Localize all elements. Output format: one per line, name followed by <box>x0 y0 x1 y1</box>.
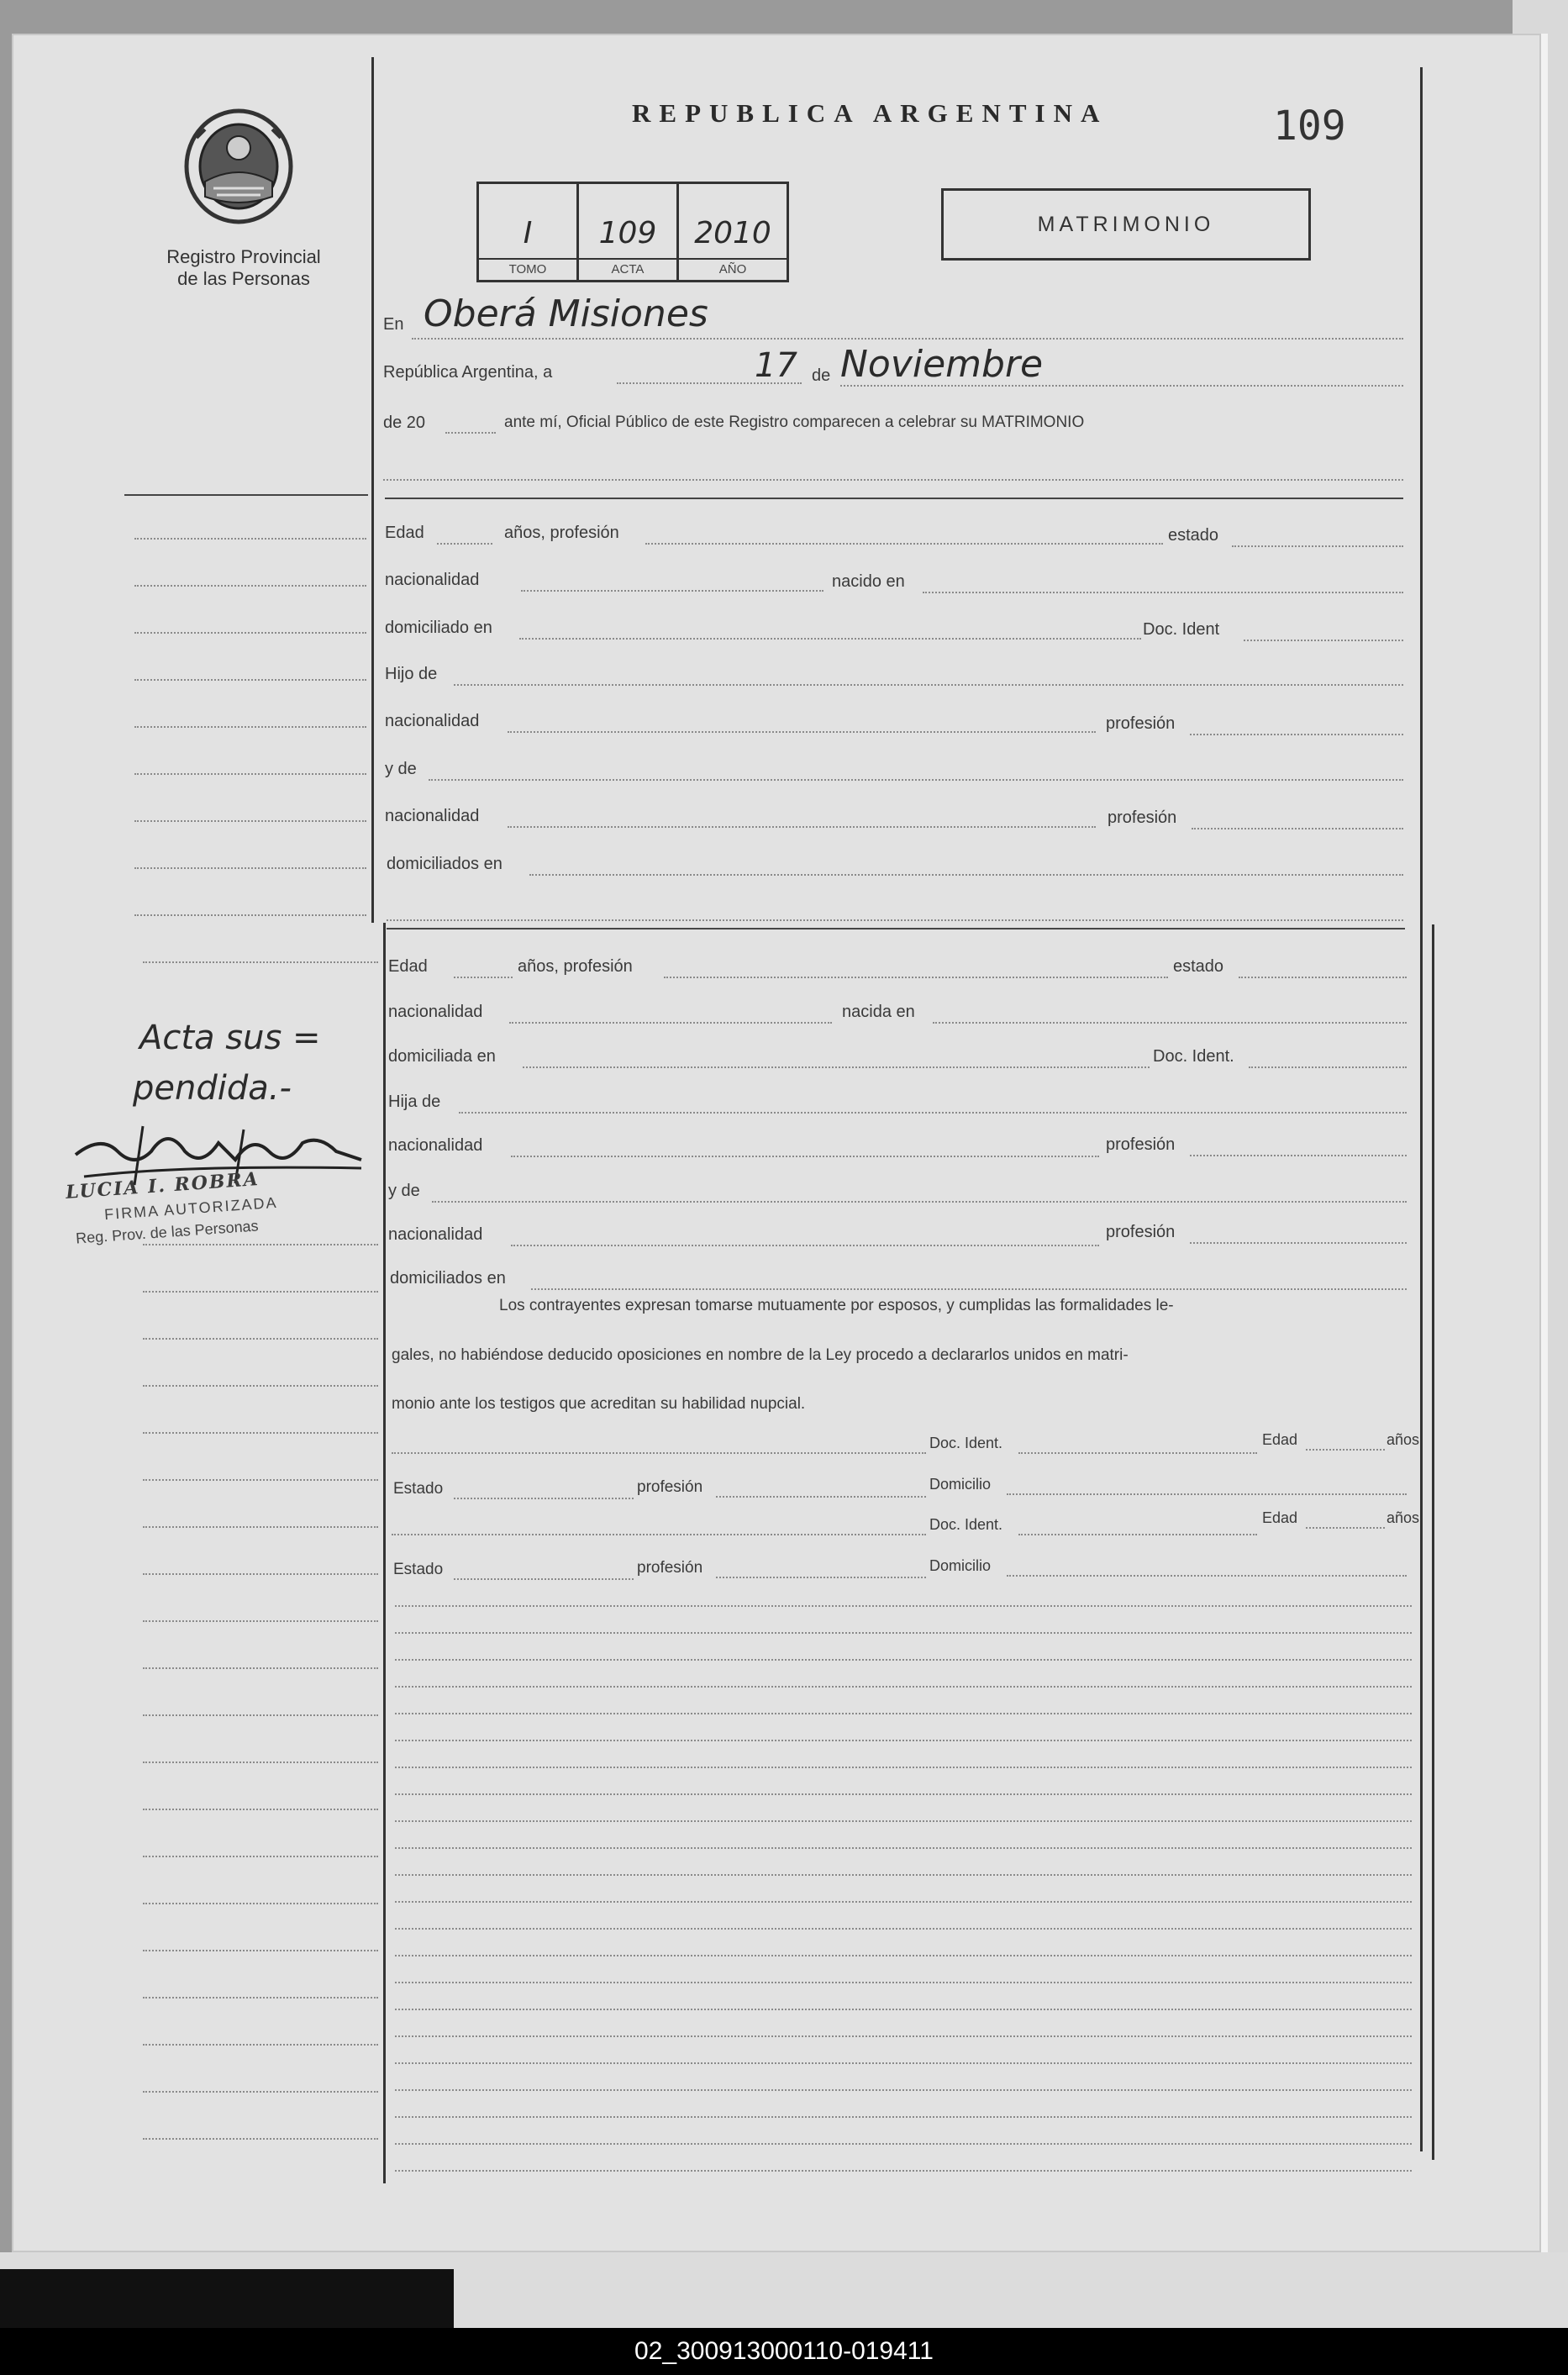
margin-ruled-line <box>143 1338 378 1340</box>
tomo-label: TOMO <box>479 258 576 280</box>
margin-ruled-line <box>143 1762 378 1763</box>
margin-ruled-line <box>143 1479 378 1481</box>
bride-nacionalidad-line <box>509 1022 832 1024</box>
margin-ruled-line <box>143 1714 378 1716</box>
witness2-domicilio-label: Domicilio <box>929 1557 992 1574</box>
republica-label: República Argentina, a <box>383 363 553 382</box>
groom-section-rule <box>385 498 1403 499</box>
page-title: REPUBLICA ARGENTINA <box>632 98 1108 128</box>
witness2-doc-line <box>1018 1534 1257 1535</box>
witness1-estado-label: Estado <box>393 1480 444 1498</box>
margin-ruled-line <box>143 1291 378 1293</box>
groom-mother-line <box>429 779 1403 781</box>
margin-ruled-line <box>143 1856 378 1857</box>
bride-domiciliados-line <box>531 1288 1407 1290</box>
anio-cell <box>679 184 787 280</box>
margin-ruled-line <box>143 1997 378 1998</box>
blank-ruled-line <box>395 2089 1412 2091</box>
bride-nacida-line <box>933 1022 1407 1024</box>
groom-profesion-line <box>645 543 1163 545</box>
groom-domiciliado-label: domiciliado en <box>385 619 492 637</box>
acta-label: ACTA <box>579 258 676 280</box>
margin-ruled-line <box>134 632 366 634</box>
organization-line2: de las Personas <box>177 268 310 289</box>
margin-ruled-line <box>134 914 366 916</box>
witness2-domicilio-line <box>1007 1575 1407 1577</box>
bride-father-prof-line <box>1190 1155 1407 1156</box>
place-line <box>412 338 1403 340</box>
witness2-name-line <box>392 1534 926 1535</box>
blank-ruled-line <box>395 2009 1412 2010</box>
margin-ruled-line <box>143 1526 378 1528</box>
acta-cell <box>579 184 679 280</box>
year-prefix: de 20 <box>383 413 426 432</box>
bride-mother-line <box>432 1201 1407 1203</box>
margin-ruled-line <box>143 1573 378 1575</box>
en-label: En <box>383 315 404 334</box>
groom-mother-profesion-label: profesión <box>1108 808 1177 827</box>
margin-ruled-line <box>143 2091 378 2093</box>
bride-doc-line <box>1249 1066 1407 1068</box>
blank-ruled-line <box>395 2116 1412 2118</box>
witness1-edad-line <box>1306 1449 1385 1451</box>
margin-divider-top <box>371 57 374 923</box>
groom-nacido-line <box>923 592 1403 593</box>
blank-ruled-line <box>395 1740 1412 1741</box>
bride-hija-line <box>459 1112 1407 1114</box>
provincial-seal-icon <box>180 104 297 229</box>
margin-ruled-line <box>134 773 366 775</box>
blank-ruled-line <box>395 1820 1412 1822</box>
groom-edad-line <box>437 543 492 545</box>
bride-estado-label: estado <box>1173 957 1224 976</box>
right-border <box>1420 67 1423 2151</box>
witness1-estado-line <box>454 1498 634 1499</box>
groom-mother-nac-line <box>508 826 1096 828</box>
groom-estado-label: estado <box>1168 526 1219 545</box>
margin-divider-bottom <box>383 923 386 2183</box>
blank-ruled-line <box>395 1982 1412 1983</box>
witness1-domicilio-line <box>1007 1493 1407 1495</box>
bride-domiciliados-label: domiciliados en <box>390 1269 506 1288</box>
place-handwritten: Oberá Misiones <box>424 292 708 335</box>
groom-hijo-de-label: Hijo de <box>385 665 438 683</box>
blank-ruled-line <box>395 1632 1412 1634</box>
bride-estado-line <box>1239 977 1407 978</box>
witness2-estado-label: Estado <box>393 1561 444 1578</box>
groom-estado-line <box>1232 545 1403 547</box>
groom-domiciliados-line <box>529 874 1403 876</box>
witness1-anos-label: años <box>1386 1431 1420 1448</box>
anio-value: 2010 <box>694 216 771 250</box>
blank-ruled-line <box>395 1659 1412 1661</box>
registry-box <box>476 182 789 282</box>
margin-ruled-line <box>134 679 366 681</box>
bride-section-rule <box>387 928 1405 929</box>
witness1-name-line <box>392 1452 926 1454</box>
margin-ruled-line <box>143 1432 378 1434</box>
witness1-domicilio-label: Domicilio <box>929 1476 992 1493</box>
blank-ruled-line <box>395 2143 1412 2145</box>
margin-ruled-line <box>143 1667 378 1669</box>
groom-domiciliados-label: domiciliados en <box>387 855 502 873</box>
ante-text: ante mí, Oficial Público de este Registro comparecen a celebrar su MATRIMONIO <box>504 413 1085 431</box>
bride-doc-ident-label: Doc. Ident. <box>1153 1047 1234 1066</box>
tomo-value: I <box>523 216 533 250</box>
intro-line-extra <box>383 479 1403 481</box>
groom-father-prof-line <box>1190 734 1403 735</box>
groom-doc-ident-label: Doc. Ident <box>1143 620 1220 639</box>
margin-ruled-line <box>143 1903 378 1904</box>
witness1-profesion-label: profesión <box>637 1478 703 1496</box>
blank-ruled-line <box>395 2170 1412 2172</box>
stamp-registry: Reg. Prov. de las Personas <box>75 1217 260 1247</box>
witness2-profesion-label: profesión <box>637 1559 703 1577</box>
image-id-footer: 02_300913000110-019411 <box>0 2328 1568 2375</box>
bottom-shadow <box>0 2269 454 2328</box>
blank-ruled-line <box>395 2035 1412 2037</box>
witness1-doc-line <box>1018 1452 1257 1454</box>
month-handwritten: Noviembre <box>840 343 1044 386</box>
bride-anos-profesion-label: años, profesión <box>518 957 633 976</box>
bride-hija-de-label: Hija de <box>388 1093 441 1111</box>
anio-label: AÑO <box>679 258 787 280</box>
groom-domicilio-line <box>519 638 1141 640</box>
bride-edad-label: Edad <box>388 957 428 976</box>
margin-ruled-line <box>143 1385 378 1387</box>
groom-hijo-line <box>454 684 1403 686</box>
margin-ruled-line <box>143 1620 378 1622</box>
groom-nacionalidad-line <box>521 590 823 592</box>
blank-ruled-line <box>395 1928 1412 1930</box>
stamp-role: FIRMA AUTORIZADA <box>103 1193 279 1224</box>
blank-ruled-line <box>395 2062 1412 2064</box>
margin-ruled-line <box>134 726 366 728</box>
blank-ruled-line <box>395 1767 1412 1768</box>
right-border-lower <box>1432 924 1434 2160</box>
margin-ruled-line <box>143 1950 378 1951</box>
groom-father-nacionalidad-label: nacionalidad <box>385 712 480 730</box>
bride-father-nacionalidad-label: nacionalidad <box>388 1136 483 1155</box>
de-label: de <box>812 366 831 385</box>
declaration-line2: gales, no habiéndose deducido oposiciones en nombre de la Ley procedo a declararlos unidos en matri- <box>392 1346 1129 1364</box>
blank-ruled-line <box>395 1874 1412 1876</box>
margin-ruled-line <box>134 820 366 822</box>
groom-father-profesion-label: profesión <box>1106 714 1176 733</box>
margin-rule-top <box>124 494 368 496</box>
margin-ruled-line <box>143 2044 378 2046</box>
bride-profesion-line <box>664 977 1168 978</box>
bride-mother-profesion-label: profesión <box>1106 1223 1176 1241</box>
margin-ruled-line <box>134 585 366 587</box>
bride-edad-line <box>454 977 513 978</box>
blank-ruled-line <box>395 1901 1412 1903</box>
groom-father-nac-line <box>508 731 1096 733</box>
bride-mother-prof-line <box>1190 1242 1407 1244</box>
bride-nacionalidad-label: nacionalidad <box>388 1003 483 1021</box>
bride-father-nac-line <box>511 1156 1099 1157</box>
organization-name <box>134 246 353 290</box>
bride-mother-nacionalidad-label: nacionalidad <box>388 1225 483 1244</box>
witness2-edad-label: Edad <box>1262 1509 1298 1526</box>
margin-ruled-line <box>143 1809 378 1810</box>
witness1-doc-label: Doc. Ident. <box>929 1435 1003 1451</box>
bride-domicilio-line <box>523 1066 1150 1068</box>
blank-ruled-line <box>395 1955 1412 1956</box>
bride-nacida-en-label: nacida en <box>842 1003 915 1021</box>
acta-value: 109 <box>598 216 657 250</box>
margin-note-line2: pendida.- <box>133 1069 292 1108</box>
declaration-line3: monio ante los testigos que acreditan su habilidad nupcial. <box>392 1395 806 1413</box>
folio-number: 109 <box>1273 103 1346 150</box>
witness2-anos-label: años <box>1386 1509 1420 1526</box>
groom-edad-label: Edad <box>385 524 424 542</box>
witness2-estado-line <box>454 1578 634 1580</box>
day-handwritten: 17 <box>755 346 797 385</box>
witness1-edad-label: Edad <box>1262 1431 1298 1448</box>
month-line <box>840 385 1403 387</box>
record-type-box: MATRIMONIO <box>941 188 1311 261</box>
groom-extra-line <box>387 919 1403 921</box>
bride-father-profesion-label: profesión <box>1106 1135 1176 1154</box>
blank-ruled-line <box>395 1847 1412 1849</box>
blank-ruled-line <box>395 1686 1412 1688</box>
stamp-name: LUCIA I. ROBRA <box>65 1167 260 1204</box>
groom-nacionalidad-label: nacionalidad <box>385 571 480 589</box>
year-line <box>445 432 496 434</box>
margin-note-line1: Acta sus = <box>139 1019 321 1057</box>
groom-doc-line <box>1244 640 1403 641</box>
blank-ruled-line <box>395 1713 1412 1714</box>
tomo-cell <box>479 184 579 280</box>
bride-mother-nac-line <box>511 1245 1099 1246</box>
margin-ruled-line <box>143 961 378 963</box>
blank-ruled-line <box>395 1793 1412 1795</box>
witness2-profesion-line <box>716 1577 926 1578</box>
margin-ruled-line <box>134 538 366 540</box>
bride-domiciliada-label: domiciliada en <box>388 1047 496 1066</box>
margin-ruled-line <box>143 1244 378 1245</box>
declaration-line1: Los contrayentes expresan tomarse mutuamente por esposos, y cumplidas las formalidades le- <box>499 1297 1174 1314</box>
margin-ruled-line <box>143 2138 378 2140</box>
bride-y-de-label: y de <box>388 1182 420 1200</box>
groom-nacido-en-label: nacido en <box>832 572 905 591</box>
witness1-profesion-line <box>716 1496 926 1498</box>
groom-mother-prof-line <box>1192 828 1403 829</box>
groom-anos-profesion-label: años, profesión <box>504 524 619 542</box>
groom-mother-nacionalidad-label: nacionalidad <box>385 807 480 825</box>
witness2-doc-label: Doc. Ident. <box>929 1516 1003 1533</box>
blank-ruled-line <box>395 1605 1412 1607</box>
groom-y-de-label: y de <box>385 760 417 778</box>
organization-line1: Registro Provincial <box>166 246 321 267</box>
margin-ruled-line <box>134 867 366 869</box>
witness2-edad-line <box>1306 1527 1385 1529</box>
